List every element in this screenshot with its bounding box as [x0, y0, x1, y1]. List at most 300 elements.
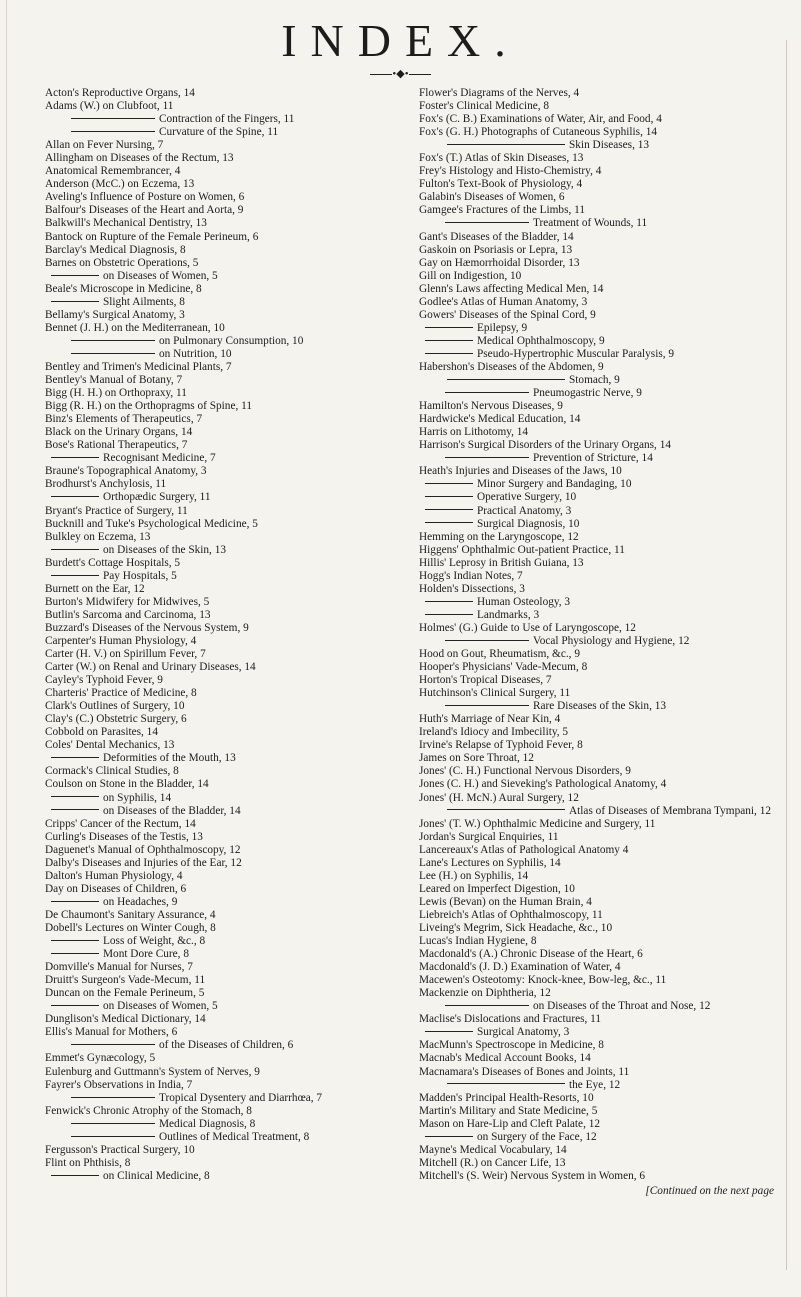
- index-entry: [45, 922, 405, 935]
- index-entry: [45, 1039, 405, 1052]
- index-entry: [419, 544, 784, 557]
- index-entry-text: Pay Hospitals, 5: [103, 569, 177, 582]
- index-entry: [419, 635, 784, 648]
- index-entry: [419, 348, 784, 361]
- index-entry-text: on Surgery of the Face, 12: [477, 1130, 597, 1143]
- index-entry-text: Black on the Urinary Organs, 14: [45, 426, 193, 439]
- index-entry-text: Fenwick's Chronic Atrophy of the Stomach, 8: [45, 1104, 252, 1117]
- page-edge-right: [786, 40, 787, 1270]
- index-entry: [419, 531, 784, 544]
- index-entry-text: Hillis' Leprosy in British Guiana, 13: [419, 556, 584, 569]
- index-entry-text: Barclay's Medical Diagnosis, 8: [45, 243, 186, 256]
- ditto-dash: [425, 1136, 473, 1137]
- index-entry-text: Day on Diseases of Children, 6: [45, 882, 187, 895]
- index-entry: [419, 1026, 784, 1039]
- index-entry: [419, 883, 784, 896]
- index-entry-text: Madden's Principal Health-Resorts, 10: [419, 1091, 594, 1104]
- index-entry-text: Charteris' Practice of Medicine, 8: [45, 687, 197, 700]
- index-entry-text: Bantock on Rupture of the Female Perineum, 6: [45, 230, 259, 243]
- index-entry-text: Brodhurst's Anchylosis, 11: [45, 478, 167, 491]
- index-entry-text: Jones' (H. McN.) Aural Surgery, 12: [419, 791, 579, 804]
- index-entry-text: the Eye, 12: [569, 1078, 621, 1091]
- index-entry-text: Bentley's Manual of Botany, 7: [45, 374, 183, 387]
- index-entry-text: Habershon's Diseases of the Abdomen, 9: [419, 360, 604, 373]
- index-entry-text: Fox's (T.) Atlas of Skin Diseases, 13: [419, 152, 584, 165]
- index-entry: [45, 1157, 405, 1170]
- index-entry-text: Acton's Reproductive Organs, 14: [45, 87, 195, 99]
- index-entry: [419, 896, 784, 909]
- index-entry: [45, 87, 405, 100]
- index-entry-text: Beale's Microscope in Medicine, 8: [45, 282, 202, 295]
- index-entry: [45, 844, 405, 857]
- index-entry: [419, 505, 784, 518]
- index-entry: [419, 1039, 784, 1052]
- index-entry: [419, 909, 784, 922]
- index-entry: [45, 204, 405, 217]
- index-entry: [419, 739, 784, 752]
- index-entry-text: Heath's Injuries and Diseases of the Jaws, 10: [419, 465, 622, 478]
- index-entry: [419, 204, 784, 217]
- index-entry-text: on Diseases of the Throat and Nose, 12: [533, 1000, 711, 1013]
- index-entry: [419, 765, 784, 778]
- index-entry: [419, 778, 784, 791]
- index-entry: [45, 387, 405, 400]
- ditto-dash: [425, 353, 473, 354]
- index-entry-text: Gay on Hæmorrhoidal Disorder, 13: [419, 256, 580, 269]
- index-entry-text: Lee (H.) on Syphilis, 14: [419, 869, 529, 882]
- index-entry: [419, 178, 784, 191]
- index-entry-text: Outlines of Medical Treatment, 8: [159, 1130, 310, 1143]
- index-entry: [45, 231, 405, 244]
- index-entry-text: Binz's Elements of Therapeutics, 7: [45, 413, 203, 426]
- index-entry: [45, 531, 405, 544]
- index-entry-text: Dalton's Human Physiology, 4: [45, 869, 183, 882]
- index-entry-text: De Chaumont's Sanitary Assurance, 4: [45, 908, 216, 921]
- index-entry: [419, 478, 784, 491]
- index-entry-text: Macdonald's (J. D.) Examination of Water, 4: [419, 961, 621, 974]
- index-entry-text: Mitchell's (S. Weir) Nervous System in Women, 6: [419, 1169, 646, 1182]
- index-entry: [45, 792, 405, 805]
- index-entry: [419, 1170, 784, 1183]
- index-entry-text: Cayley's Typhoid Fever, 9: [45, 674, 163, 687]
- index-entry: [419, 844, 784, 857]
- index-entry-text: Braune's Topographical Anatomy, 3: [45, 465, 207, 478]
- index-entry: [45, 818, 405, 831]
- index-entry: [419, 387, 784, 400]
- index-entry-text: Duncan on the Female Perineum, 5: [45, 987, 205, 1000]
- ditto-dash: [425, 483, 473, 484]
- index-entry: [45, 961, 405, 974]
- index-entry-text: Curling's Diseases of the Testis, 13: [45, 830, 203, 843]
- ditto-dash: [425, 1031, 473, 1032]
- index-entry-text: Bose's Rational Therapeutics, 7: [45, 439, 188, 452]
- index-entry: [419, 1000, 784, 1013]
- ditto-dash: [71, 1097, 155, 1098]
- index-entry: [45, 544, 405, 557]
- ditto-dash: [425, 327, 473, 328]
- index-entry: [419, 152, 784, 165]
- index-entry-text: Carpenter's Human Physiology, 4: [45, 634, 197, 647]
- index-entry-text: Ellis's Manual for Mothers, 6: [45, 1026, 178, 1039]
- index-entry: [45, 752, 405, 765]
- index-entry: [419, 583, 784, 596]
- index-entry-text: Minor Surgery and Bandaging, 10: [477, 478, 632, 491]
- index-entry-text: Carter (H. V.) on Spirillum Fever, 7: [45, 648, 206, 661]
- ditto-dash: [445, 392, 529, 393]
- index-entry-text: Prevention of Stricture, 14: [533, 452, 653, 465]
- index-entry: [45, 857, 405, 870]
- index-entry: [419, 1144, 784, 1157]
- ditto-dash: [51, 809, 99, 810]
- index-entry: [45, 178, 405, 191]
- index-entry-text: Balkwill's Mechanical Dentistry, 13: [45, 217, 207, 230]
- index-entry: [45, 465, 405, 478]
- index-entry-text: Mayne's Medical Vocabulary, 14: [419, 1143, 567, 1156]
- index-column-left: [45, 87, 405, 1183]
- index-entry: [419, 217, 784, 230]
- index-entry-text: Anatomical Remembrancer, 4: [45, 165, 181, 178]
- index-entry: [419, 570, 784, 583]
- ditto-dash: [447, 809, 565, 810]
- index-entry-text: Eulenburg and Guttmann's System of Nerves, 9: [45, 1065, 260, 1078]
- index-entry: [45, 1131, 405, 1144]
- ditto-dash: [71, 1136, 155, 1137]
- index-entry-text: Macnamara's Diseases of Bones and Joints, 11: [419, 1065, 630, 1078]
- index-entry: [45, 1092, 405, 1105]
- index-entry: [45, 270, 405, 283]
- index-entry: [419, 1157, 784, 1170]
- index-entry-text: Harrison's Surgical Disorders of the Urinary Organs, 14: [419, 439, 671, 452]
- index-entry: [45, 765, 405, 778]
- ditto-dash: [71, 118, 155, 119]
- index-entry-text: Deformities of the Mouth, 13: [103, 752, 236, 765]
- ditto-dash: [51, 575, 99, 576]
- index-entry: [419, 270, 784, 283]
- index-entry-text: Clay's (C.) Obstetric Surgery, 6: [45, 713, 187, 726]
- index-entry-text: Holden's Dissections, 3: [419, 582, 525, 595]
- index-entry-text: Surgical Diagnosis, 10: [477, 517, 580, 530]
- index-entry-text: Gowers' Diseases of the Spinal Cord, 9: [419, 308, 596, 321]
- index-entry: [419, 622, 784, 635]
- index-entry-text: on Pulmonary Consumption, 10: [159, 334, 304, 347]
- index-entry-text: Hood on Gout, Rheumatism, &c., 9: [419, 648, 580, 661]
- ditto-dash: [445, 457, 529, 458]
- index-entry: [45, 948, 405, 961]
- index-entry-text: Gant's Diseases of the Bladder, 14: [419, 230, 574, 243]
- index-entry-text: Flint on Phthisis, 8: [45, 1156, 131, 1169]
- index-entry: [45, 400, 405, 413]
- ditto-dash: [447, 1083, 565, 1084]
- index-entry: [45, 1026, 405, 1039]
- index-entry: [45, 713, 405, 726]
- index-entry: [419, 1079, 784, 1092]
- index-entry-text: Hogg's Indian Notes, 7: [419, 569, 523, 582]
- index-entry: [419, 857, 784, 870]
- index-entry: [45, 896, 405, 909]
- ditto-dash: [51, 275, 99, 276]
- index-entry: [419, 283, 784, 296]
- index-entry-text: Operative Surgery, 10: [477, 491, 577, 504]
- index-entry: [45, 335, 405, 348]
- index-entry: [45, 935, 405, 948]
- index-entry-text: Clark's Outlines of Surgery, 10: [45, 700, 185, 713]
- index-entry-text: of the Diseases of Children, 6: [159, 1039, 294, 1052]
- index-entry: [45, 296, 405, 309]
- index-entry: [419, 165, 784, 178]
- index-entry-text: Dobell's Lectures on Winter Cough, 8: [45, 922, 216, 934]
- index-entry: [419, 752, 784, 765]
- index-entry: [419, 596, 784, 609]
- index-entry: [45, 413, 405, 426]
- index-entry: [419, 518, 784, 531]
- page-title: INDEX.: [281, 15, 520, 66]
- index-entry: [419, 661, 784, 674]
- index-entry-text: on Diseases of Women, 5: [103, 1000, 218, 1013]
- index-entry-text: Bucknill and Tuke's Psychological Medicine, 5: [45, 517, 258, 530]
- index-entry: [419, 987, 784, 1000]
- index-entry: [419, 648, 784, 661]
- index-entry-text: Burton's Midwifery for Midwives, 5: [45, 595, 210, 608]
- ditto-dash: [445, 1005, 529, 1006]
- index-entry: [419, 713, 784, 726]
- index-entry: [45, 478, 405, 491]
- index-entry-text: Martin's Military and State Medicine, 5: [419, 1104, 598, 1117]
- index-entry-text: Pneumogastric Nerve, 9: [533, 387, 642, 400]
- index-entry: [45, 139, 405, 152]
- index-entry-text: on Diseases of the Bladder, 14: [103, 804, 241, 817]
- index-entry-text: Glenn's Laws affecting Medical Men, 14: [419, 282, 604, 295]
- index-entry: [45, 1000, 405, 1013]
- index-entry-text: Treatment of Wounds, 11: [533, 217, 648, 230]
- index-entry-text: Galabin's Diseases of Women, 6: [419, 191, 565, 204]
- index-entry-text: Liebreich's Atlas of Ophthalmoscopy, 11: [419, 908, 603, 921]
- index-entry-text: Higgens' Ophthalmic Out-patient Practice, 11: [419, 543, 625, 556]
- index-entry: [45, 1144, 405, 1157]
- index-entry-text: Ireland's Idiocy and Imbecility, 5: [419, 726, 569, 739]
- index-entry: [45, 687, 405, 700]
- index-entry-text: Dalby's Diseases and Injuries of the Ear, 12: [45, 856, 242, 869]
- title-ornament: •◆•: [0, 68, 801, 80]
- index-entry: [45, 491, 405, 504]
- index-entry-text: Coles' Dental Mechanics, 13: [45, 739, 175, 752]
- ditto-dash: [51, 1175, 99, 1176]
- index-entry: [45, 987, 405, 1000]
- index-entry-text: Flower's Diagrams of the Nerves, 4: [419, 87, 580, 99]
- index-entry-text: Carter (W.) on Renal and Urinary Diseases, 14: [45, 661, 256, 674]
- index-entry-text: Aveling's Influence of Posture on Women, 6: [45, 191, 245, 204]
- index-entry-text: on Diseases of Women, 5: [103, 269, 218, 282]
- index-entry: [45, 244, 405, 257]
- index-entry-text: Horton's Tropical Diseases, 7: [419, 674, 552, 687]
- index-entry: [45, 1118, 405, 1131]
- index-entry-text: Macnab's Medical Account Books, 14: [419, 1052, 591, 1065]
- index-entry: [45, 113, 405, 126]
- index-entry: [419, 1092, 784, 1105]
- index-entry: [419, 374, 784, 387]
- index-entry-text: Medical Diagnosis, 8: [159, 1117, 256, 1130]
- index-entry: [45, 439, 405, 452]
- index-entry: [45, 778, 405, 791]
- index-entry-text: Lucas's Indian Hygiene, 8: [419, 935, 537, 948]
- index-entry-text: Daguenet's Manual of Ophthalmoscopy, 12: [45, 843, 241, 856]
- index-entry-text: Barnes on Obstetric Operations, 5: [45, 256, 199, 269]
- ditto-dash: [425, 522, 473, 523]
- index-entry: [419, 922, 784, 935]
- index-entry: [419, 700, 784, 713]
- index-entry-text: Hooper's Physicians' Vade-Mecum, 8: [419, 661, 588, 674]
- index-entry-text: Cormack's Clinical Studies, 8: [45, 765, 179, 778]
- index-entry: [45, 322, 405, 335]
- index-entry-text: Gaskoin on Psoriasis or Lepra, 13: [419, 243, 573, 256]
- index-entry-text: Landmarks, 3: [477, 608, 540, 621]
- index-entry: [419, 361, 784, 374]
- index-entry: [45, 583, 405, 596]
- ditto-dash: [447, 144, 565, 145]
- ditto-dash: [51, 1005, 99, 1006]
- ditto-dash: [51, 549, 99, 550]
- index-entry-text: Adams (W.) on Clubfoot, 11: [45, 100, 174, 113]
- index-entry: [45, 426, 405, 439]
- index-entry: [419, 126, 784, 139]
- index-entry-text: Huth's Marriage of Near Kin, 4: [419, 713, 561, 726]
- index-entry-text: Buzzard's Diseases of the Nervous System, 9: [45, 621, 249, 634]
- index-entry: [45, 557, 405, 570]
- index-entry: [45, 909, 405, 922]
- ditto-dash: [51, 457, 99, 458]
- ditto-dash: [425, 496, 473, 497]
- index-entry-text: Curvature of the Spine, 11: [159, 126, 279, 139]
- ditto-dash: [445, 222, 529, 223]
- index-entry-text: Jones' (T. W.) Ophthalmic Medicine and Surgery, 11: [419, 817, 656, 830]
- index-entry-text: Lane's Lectures on Syphilis, 14: [419, 856, 561, 869]
- index-entry-text: Burdett's Cottage Hospitals, 5: [45, 556, 181, 569]
- index-entry: [419, 1013, 784, 1026]
- index-entry: [419, 1105, 784, 1118]
- index-entry-text: Allan on Fever Nursing, 7: [45, 139, 164, 152]
- index-entry: [45, 152, 405, 165]
- index-entry-text: Vocal Physiology and Hygiene, 12: [533, 634, 690, 647]
- ditto-dash: [445, 640, 529, 641]
- ditto-dash: [51, 953, 99, 954]
- index-entry-text: Hamilton's Nervous Diseases, 9: [419, 400, 563, 413]
- index-entry: [45, 452, 405, 465]
- index-entry: [419, 257, 784, 270]
- index-entry-text: Anderson (McC.) on Eczema, 13: [45, 178, 195, 191]
- index-entry: [45, 257, 405, 270]
- page-edge-left: [6, 0, 7, 1297]
- index-entry-text: on Headaches, 9: [103, 895, 178, 908]
- index-entry-text: Bellamy's Surgical Anatomy, 3: [45, 308, 185, 321]
- index-entry: [419, 296, 784, 309]
- index-entry-text: Bigg (R. H.) on the Orthopragms of Spine, 11: [45, 400, 252, 413]
- index-entry: [45, 374, 405, 387]
- index-entry-text: Druitt's Surgeon's Vade-Mecum, 11: [45, 974, 206, 987]
- index-entry-text: on Nutrition, 10: [159, 347, 232, 360]
- index-entry-text: Foster's Clinical Medicine, 8: [419, 100, 550, 113]
- index-entry-text: Lancereaux's Atlas of Pathological Anatomy 4: [419, 843, 629, 856]
- index-entry: [419, 609, 784, 622]
- ditto-dash: [425, 509, 473, 510]
- index-entry: [419, 805, 784, 818]
- ditto-dash: [71, 131, 155, 132]
- index-entry: [419, 935, 784, 948]
- index-entry-text: Loss of Weight, &c., 8: [103, 935, 206, 948]
- index-entry: [45, 1052, 405, 1065]
- ditto-dash: [425, 614, 473, 615]
- index-entry-text: Balfour's Diseases of the Heart and Aorta, 9: [45, 204, 244, 217]
- index-entry-text: Gill on Indigestion, 10: [419, 269, 522, 282]
- index-entry: [45, 805, 405, 818]
- index-entry-text: Cobbold on Parasites, 14: [45, 726, 158, 739]
- index-entry: [45, 217, 405, 230]
- index-entry-text: Dunglison's Medical Dictionary, 14: [45, 1013, 206, 1026]
- index-entry: [419, 335, 784, 348]
- index-entry-text: Holmes' (G.) Guide to Use of Laryngoscope, 12: [419, 621, 636, 634]
- ditto-dash: [425, 601, 473, 602]
- index-entry: [45, 700, 405, 713]
- index-entry: [419, 413, 784, 426]
- index-entry: [419, 687, 784, 700]
- index-entry-text: Leared on Imperfect Digestion, 10: [419, 882, 575, 895]
- index-entry-text: Atlas of Diseases of Membrana Tympani, 12: [569, 804, 771, 817]
- index-entry: [419, 792, 784, 805]
- index-entry-text: Fergusson's Practical Surgery, 10: [45, 1143, 195, 1156]
- index-entry-text: Fox's (C. B.) Examinations of Water, Air, and Food, 4: [419, 113, 662, 126]
- index-entry: [419, 870, 784, 883]
- index-entry-text: Slight Ailments, 8: [103, 295, 185, 308]
- index-entry-text: Jordan's Surgical Enquiries, 11: [419, 830, 559, 843]
- index-entry-text: Fox's (G. H.) Photographs of Cutaneous Syphilis, 14: [419, 126, 658, 139]
- index-entry: [419, 400, 784, 413]
- index-entry-text: Bulkley on Eczema, 13: [45, 530, 151, 543]
- index-entry: [419, 244, 784, 257]
- index-entry: [419, 674, 784, 687]
- index-entry: [45, 726, 405, 739]
- index-entry: [45, 870, 405, 883]
- index-entry-text: Bryant's Practice of Surgery, 11: [45, 504, 188, 517]
- index-entry: [45, 831, 405, 844]
- index-entry-text: Mason on Hare-Lip and Cleft Palate, 12: [419, 1117, 601, 1130]
- index-entry: [419, 191, 784, 204]
- index-entry-text: Macewen's Osteotomy: Knock-knee, Bow-leg, &c., 11: [419, 974, 667, 987]
- index-entry: [45, 191, 405, 204]
- index-entry: [45, 739, 405, 752]
- index-entry: [419, 974, 784, 987]
- index-entry-text: Coulson on Stone in the Bladder, 14: [45, 778, 209, 791]
- index-entry-text: Recognisant Medicine, 7: [103, 452, 216, 465]
- index-entry: [419, 87, 784, 100]
- index-entry: [419, 231, 784, 244]
- index-entry: [45, 596, 405, 609]
- index-entry: [45, 361, 405, 374]
- index-entry: [45, 165, 405, 178]
- index-entry-text: MacMunn's Spectroscope in Medicine, 8: [419, 1039, 604, 1052]
- index-entry: [419, 557, 784, 570]
- index-entry-text: Bentley and Trimen's Medicinal Plants, 7: [45, 360, 232, 373]
- index-entry: [45, 622, 405, 635]
- index-entry: [419, 426, 784, 439]
- ditto-dash: [71, 1123, 155, 1124]
- index-entry-text: Maclise's Dislocations and Fractures, 11: [419, 1013, 602, 1026]
- index-entry-text: Emmet's Gynæcology, 5: [45, 1052, 156, 1065]
- index-entry-text: Surgical Anatomy, 3: [477, 1026, 570, 1039]
- index-entry: [419, 309, 784, 322]
- index-entry: [45, 974, 405, 987]
- index-entry: [419, 1066, 784, 1079]
- index-entry-text: Lewis (Bevan) on the Human Brain, 4: [419, 895, 592, 908]
- index-entry-text: James on Sore Throat, 12: [419, 752, 534, 765]
- continued-note: [Continued on the next page: [645, 1184, 774, 1197]
